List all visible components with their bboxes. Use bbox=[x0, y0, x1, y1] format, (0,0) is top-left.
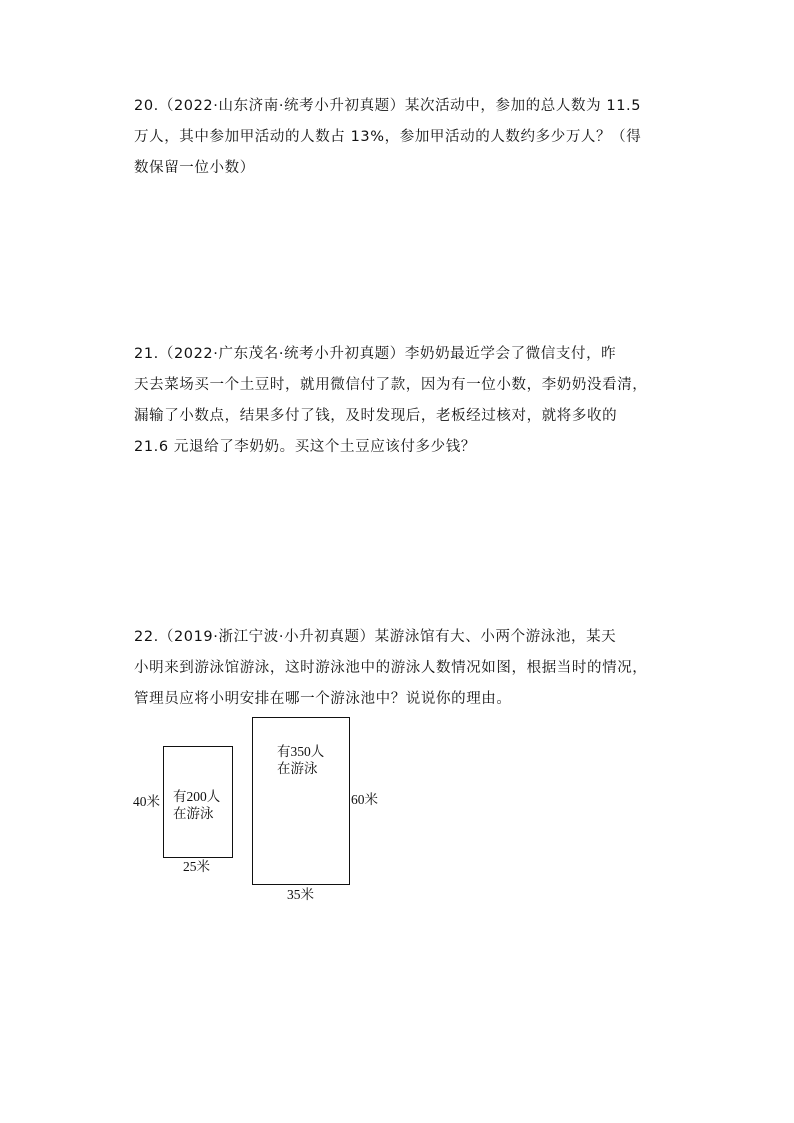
question-text-line: 22.（2019·浙江宁波·小升初真题）某游泳馆有大、小两个游泳池，某天 bbox=[134, 629, 617, 645]
question-text-line: 小明来到游泳馆游泳，这时游泳池中的游泳人数情况如图，根据当时的情况， bbox=[134, 660, 648, 676]
question-20 bbox=[134, 91, 662, 184]
large-pool-rectangle bbox=[252, 717, 350, 885]
small-pool-height-label: 40米 bbox=[133, 794, 160, 809]
question-text-line: 天去菜场买一个土豆时，就用微信付了款，因为有一位小数，李奶奶没看清， bbox=[134, 377, 648, 393]
small-pool-width-label: 25米 bbox=[183, 859, 210, 874]
small-pool-count: 有200人 bbox=[173, 789, 221, 804]
small-pool-rectangle bbox=[163, 746, 233, 858]
small-pool-label bbox=[173, 788, 220, 822]
large-pool-count: 有350人 bbox=[277, 744, 325, 759]
question-text-line: 漏输了小数点，结果多付了钱，及时发现后，老板经过核对，就将多收的 bbox=[134, 408, 618, 424]
question-text-line: 管理员应将小明安排在哪一个游泳池中？说说你的理由。 bbox=[134, 691, 512, 707]
question-22 bbox=[134, 622, 662, 715]
question-text-line: 21.（2022·广东茂名·统考小升初真题）李奶奶最近学会了微信支付，昨 bbox=[134, 346, 617, 362]
large-pool-label bbox=[277, 743, 324, 777]
large-pool-width-label: 35米 bbox=[287, 887, 314, 902]
question-text-line: 万人，其中参加甲活动的人数占 13%，参加甲活动的人数约多少万人？（得 bbox=[134, 129, 642, 145]
question-text-line: 数保留一位小数） bbox=[134, 160, 255, 176]
small-pool-status: 在游泳 bbox=[173, 806, 214, 821]
pool-diagram bbox=[130, 742, 400, 912]
large-pool-height-label: 60米 bbox=[351, 792, 378, 807]
question-text-line: 20.（2022·山东济南·统考小升初真题）某次活动中，参加的总人数为 11.5 bbox=[134, 98, 642, 114]
question-text-line: 21.6 元退给了李奶奶。买这个土豆应该付多少钱？ bbox=[134, 439, 476, 455]
question-21 bbox=[134, 339, 662, 463]
large-pool-status: 在游泳 bbox=[277, 761, 318, 776]
